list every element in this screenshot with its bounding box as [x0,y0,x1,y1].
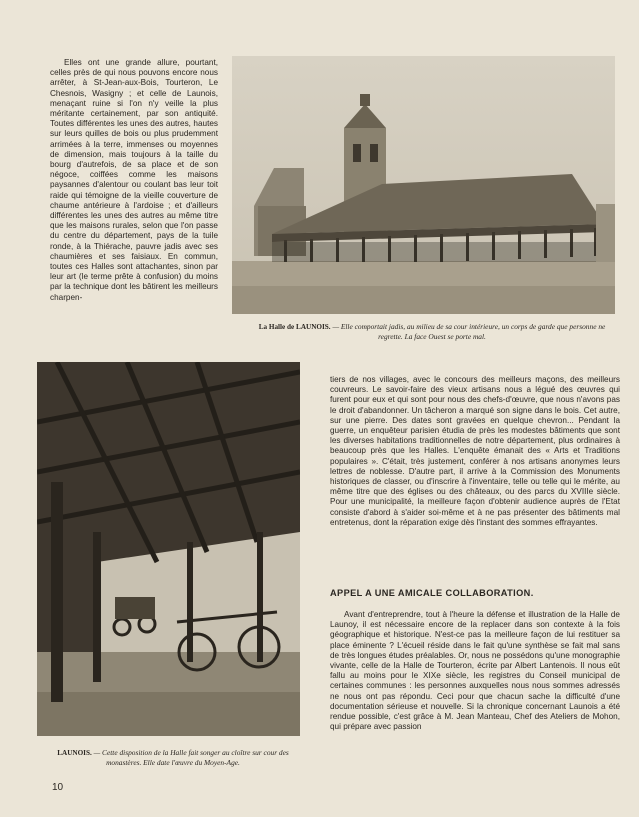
intro-paragraph: Elles ont une grande allure, pourtant, celles près de qui nous pouvons encore nous arrêter, à St-Jean-aux-Bois, Tourteron, Le Chesnois, Wasigny ; et celle de Launois, menaçant ruine si l'on n'y veille la plus méritante certainement, par son antiquité. Toutes différentes les unes des autres, hautes sur leurs quilles de bois ou plus prudemment arrimées à la terre, immenses ou moyennes de dimension, mais toujours à la taille du bourg d'autrefois, de sa place et de son négoce, coiffées comme les maisons paysannes d'alentour ou coulant bas leur toit raide qui témoigne de la vieille couverture de chaume antérieure à l'ardoise ; et d'ailleurs différentes les unes des autres au même titre que les maisons rurales, selon que l'on passe du centre du département, pays de la tuile ronde, à la Thiérache, pauvre jadis avec ses chaumières et ses faisiaux. En commun, toutes ces Halles sont attachantes, sinon par leur art (le terme prête à confusion) du moins par la technique dont les bâtirent les meilleurs charpen- [50,58,218,302]
caption-interior-text: — Cette disposition de la Halle fait songer au cloître sur cour des monastères. Elle date l'œuvre du Moyen-Age. [93,748,289,767]
caption-exterior-text: — Elle comportait jadis, au milieu de sa cour intérieure, un corps de garde que personne ne regrette. La face Ouest se porte mal. [332,322,606,341]
body-column [330,375,620,528]
halle-interior-illustration [37,362,300,736]
page-number: 10 [52,782,64,793]
intro-column [50,58,218,303]
caption-interior [44,748,302,767]
halle-exterior-illustration [232,56,615,314]
appel-paragraph: Avant d'entreprendre, tout à l'heure la défense et illustration de la Halle de Launoy, il est nécessaire encore de la replacer dans son contexte à la fois géographique et historique. N'est-ce pas la meilleure façon de lui restituer sa place éminente ? L'écueil réside dans le fait qu'une synthèse se fait mal sans de très longues études préalables. Or, nous ne possédons qu'une monographie vivante, celle de la Halle de Tourteron, écrite par Albert Lantenois. Il nous eût fallu au moins pour le XIXe siècle, les registres du Conseil municipal de certaines communes : les personnes auxquelles nous nous sommes adressés ne nous ont pas répondu. Ceci pour que chacun sache la difficulté d'une documentation sérieuse et nouvelle. Si la chronique concernant Launois a été rendue possible, c'est grâce à M. Jean Manteau, Chef des Ateliers de Mohon, qui prépare avec passion [330,610,620,732]
body-paragraph: tiers de nos villages, avec le concours des meilleurs maçons, des meilleurs couvreurs. Le savoir-faire des vieux artisans nous a légué des œuvres qui furent pour eux et qui sont pour nous des chefs-d'œuvre, que nous n'avons pas le droit d'abandonner. Un tâcheron a marqué son signe dans le bois. Cet autre, sur une pierre. Des dates sont gravées en quelque chevron... Pendant la guerre, un enquêteur parisien étudia de près les modestes bâtiments que sont les diverses habitations traditionnelles de notre département, plus ordinaires à beaucoup près que les Halles. L'enquête émanait des « Arts et Traditions populaires ». C'était, très justement, conférer à nos artisans anonymes leurs lettres de noblesse. D'autre part, il arrive à la Commission des Monuments historiques de classer, ou d'inscrire à l'inventaire, telle ou telle qui le mérite, au même titre que des églises ou des châteaux, ou des parcs du XVIIIe siècle. Pour une municipalité, la meilleure façon d'obtenir audience auprès de l'Etat consiste d'abord à s'aider soi-même et à ne pas présenter des bâtiments mal entretenus, dont la réparation exige dès l'instant des sommes effrayantes. [330,375,620,527]
appel-column [330,610,620,732]
halle-interior-photo [37,362,300,736]
caption-exterior [246,322,618,341]
section-heading: APPEL A UNE AMICALE COLLABORATION. [330,588,534,598]
caption-interior-lead: LAUNOIS. [57,749,92,757]
caption-exterior-lead: La Halle de LAUNOIS. [258,323,331,331]
halle-exterior-photo [232,56,615,314]
